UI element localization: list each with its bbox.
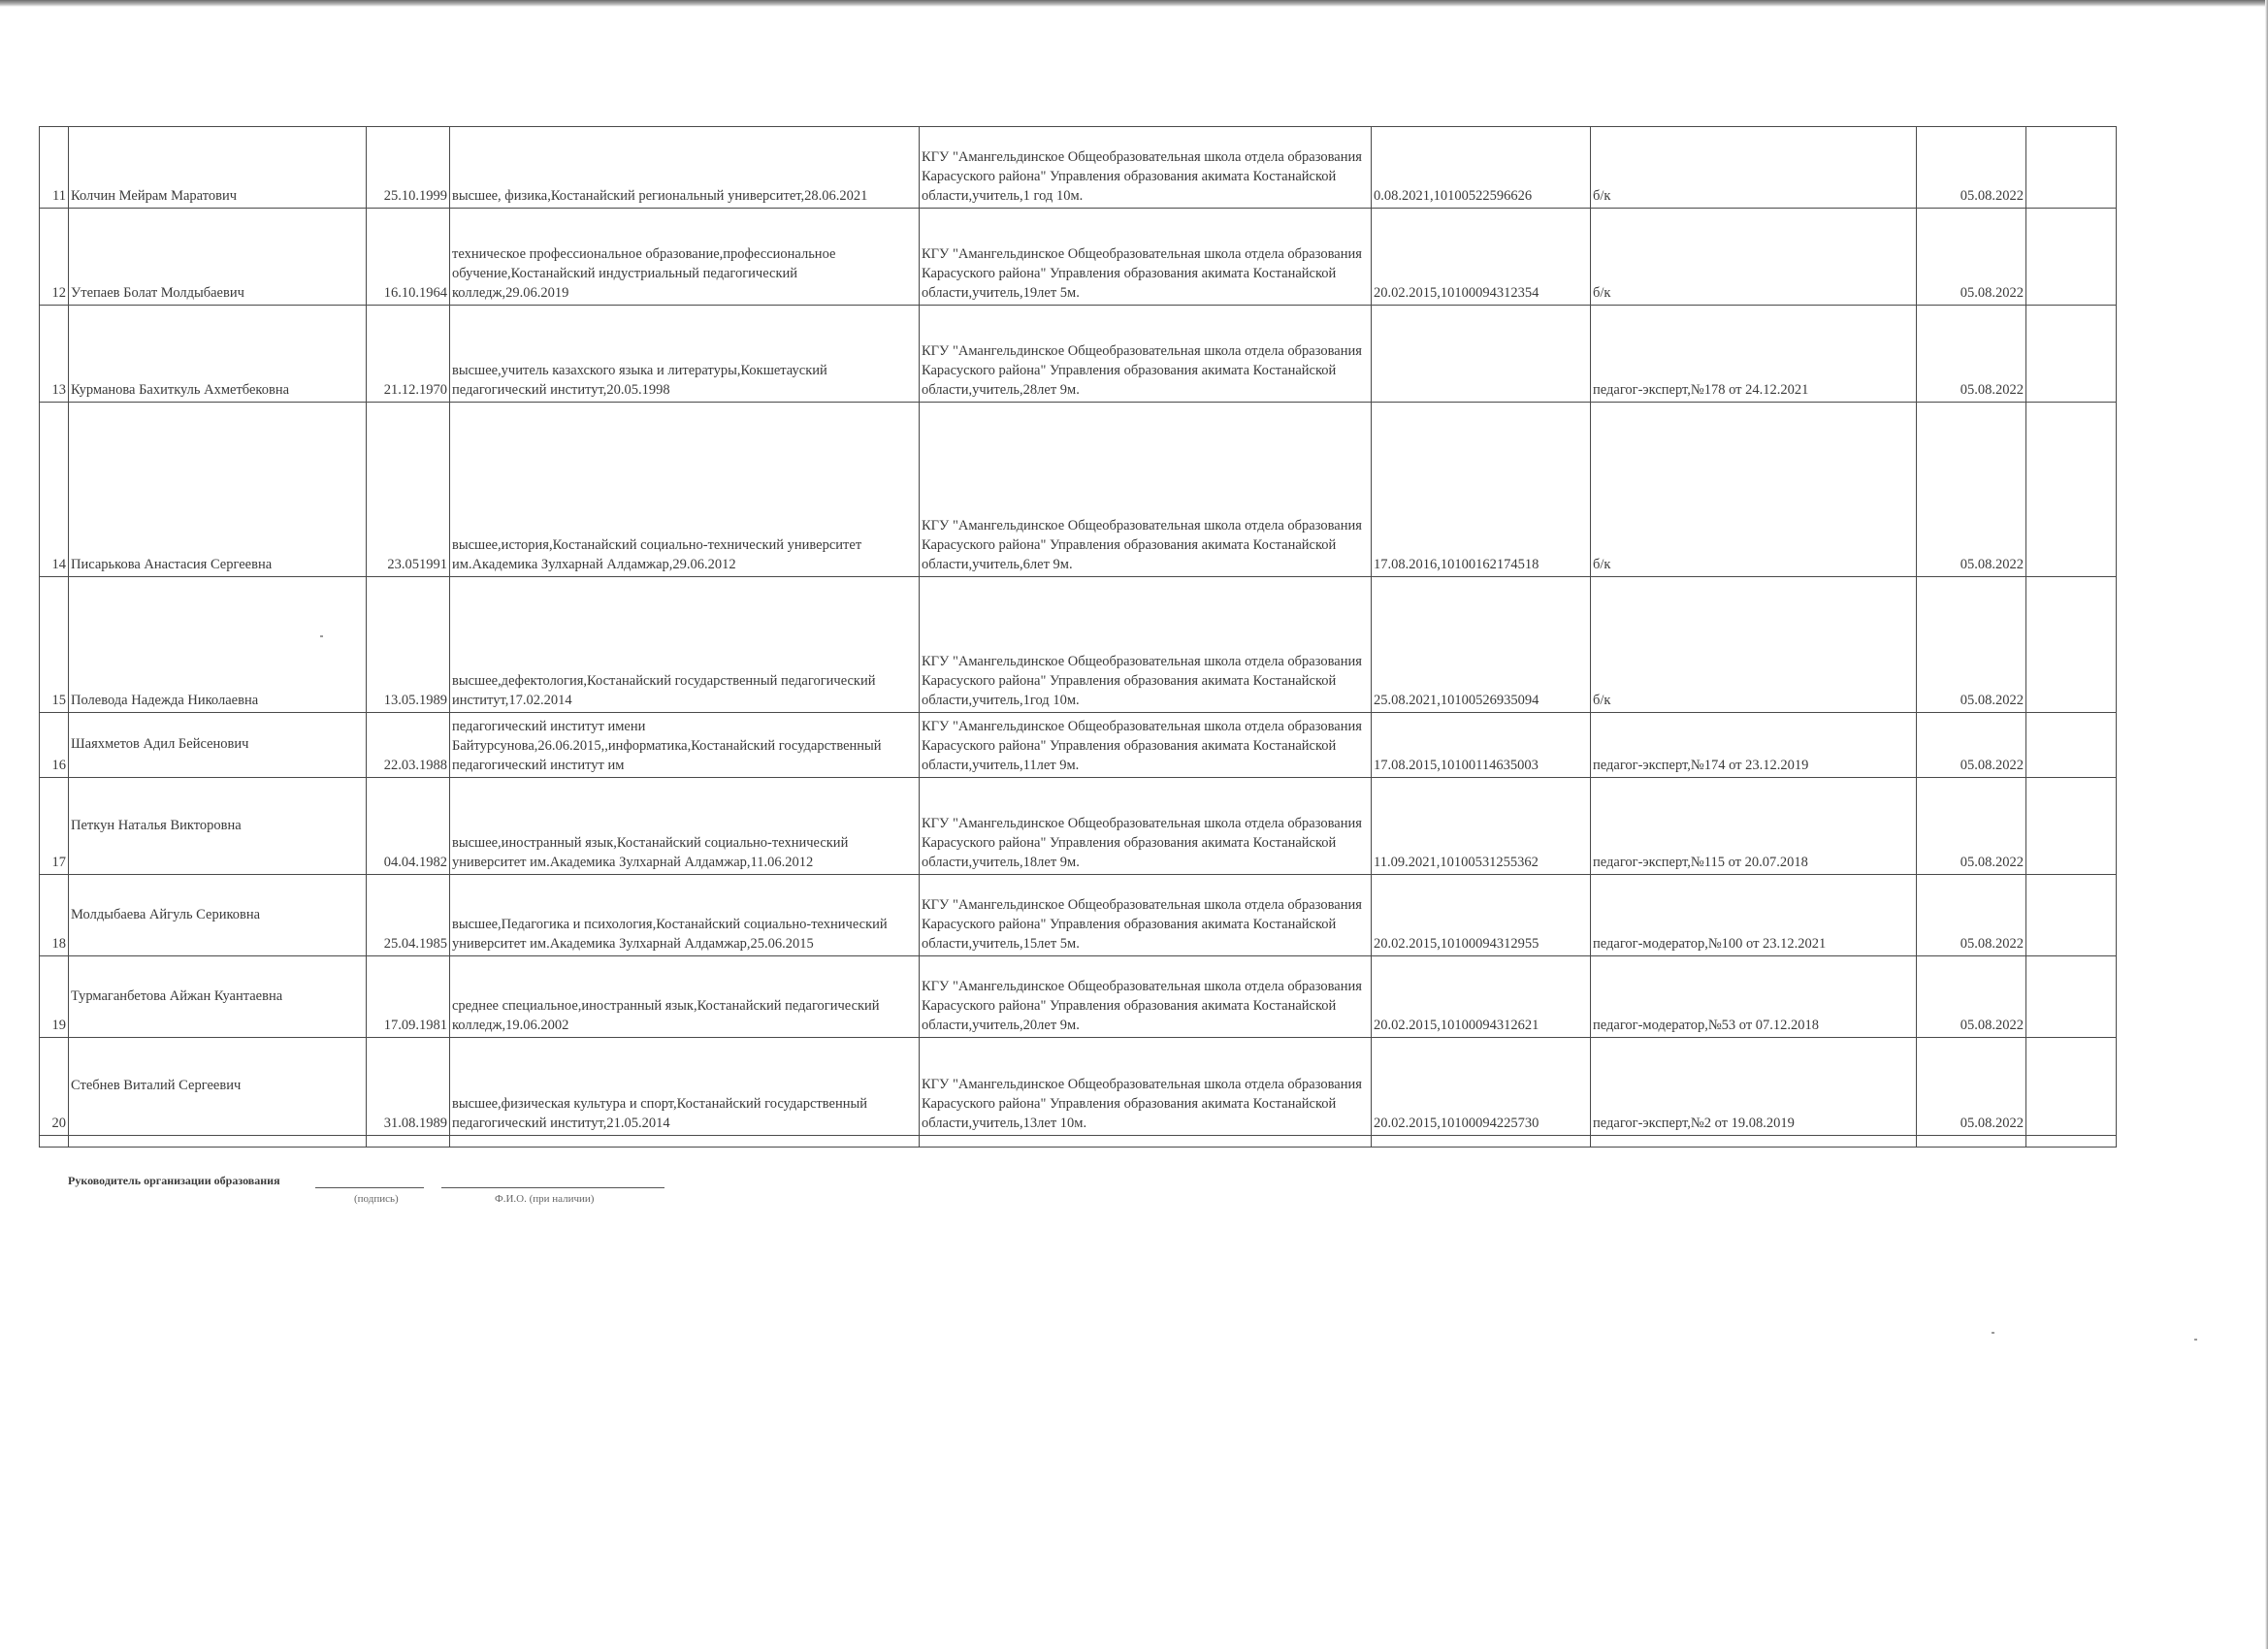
teacher-name-cell: Молдыбаева Айгуль Сериковна bbox=[69, 875, 367, 956]
education-cell: педагогический институт имени Байтурсунова,26.06.2015,,информатика,Костанайский государственный педагогический институт им bbox=[450, 713, 920, 778]
scan-speck bbox=[2194, 1339, 2197, 1341]
table-row bbox=[40, 1038, 2117, 1136]
education-cell: техническое профессиональное образование,профессиональное обучение,Костанайский индустриальный педагогический колледж,29.06.2019 bbox=[450, 209, 920, 306]
qualification-category-cell: педагог-эксперт,№178 от 24.12.2021 bbox=[1591, 306, 1917, 403]
table-row bbox=[40, 127, 2117, 209]
table-row bbox=[40, 403, 2117, 577]
empty-cell bbox=[69, 1136, 367, 1148]
teacher-name-cell: Стебнев Виталий Сергеевич bbox=[69, 1038, 367, 1136]
qualification-category-cell: б/к bbox=[1591, 403, 1917, 577]
hiring-order-cell: 17.08.2016,10100162174518 bbox=[1372, 403, 1591, 577]
certification-date-cell: 05.08.2022 bbox=[1917, 778, 2026, 875]
table-row bbox=[40, 306, 2117, 403]
notes-cell bbox=[2026, 956, 2117, 1038]
row-number-cell: 11 bbox=[40, 127, 69, 209]
certification-date-cell: 05.08.2022 bbox=[1917, 127, 2026, 209]
table-row bbox=[40, 875, 2117, 956]
teacher-name-cell: Утепаев Болат Молдыбаевич bbox=[69, 209, 367, 306]
workplace-position-cell: КГУ "Амангельдинское Общеобразовательная школа отдела образования Карасуского района" Управления образования акимата Костанайской области,учитель,19лет 5м. bbox=[920, 209, 1372, 306]
empty-cell bbox=[1917, 1136, 2026, 1148]
notes-cell bbox=[2026, 713, 2117, 778]
certification-date-cell: 05.08.2022 bbox=[1917, 875, 2026, 956]
hiring-order-cell: 11.09.2021,10100531255362 bbox=[1372, 778, 1591, 875]
teacher-name-cell: Колчин Мейрам Маратович bbox=[69, 127, 367, 209]
teacher-name-cell: Петкун Наталья Викторовна bbox=[69, 778, 367, 875]
name-line bbox=[441, 1187, 664, 1188]
certification-date-cell: 05.08.2022 bbox=[1917, 1038, 2026, 1136]
teacher-name-cell: Турмаганбетова Айжан Куантаевна bbox=[69, 956, 367, 1038]
teacher-name-cell: Писарькова Анастасия Сергеевна bbox=[69, 403, 367, 577]
workplace-position-cell: КГУ "Амангельдинское Общеобразовательная школа отдела образования Карасуского района" Управления образования акимата Костанайской области,учитель,28лет 9м. bbox=[920, 306, 1372, 403]
certification-date-cell: 05.08.2022 bbox=[1917, 209, 2026, 306]
table-row bbox=[40, 713, 2117, 778]
teacher-roster-table bbox=[39, 126, 2117, 1148]
signature-caption: (подпись) bbox=[354, 1193, 399, 1205]
notes-cell bbox=[2026, 403, 2117, 577]
row-number-cell: 20 bbox=[40, 1038, 69, 1136]
qualification-category-cell: б/к bbox=[1591, 127, 1917, 209]
notes-cell bbox=[2026, 577, 2117, 713]
certification-date-cell: 05.08.2022 bbox=[1917, 956, 2026, 1038]
birth-date-cell: 22.03.1988 bbox=[367, 713, 450, 778]
qualification-category-cell: педагог-модератор,№53 от 07.12.2018 bbox=[1591, 956, 1917, 1038]
certification-date-cell: 05.08.2022 bbox=[1917, 713, 2026, 778]
table-row bbox=[40, 577, 2117, 713]
hiring-order-cell: 20.02.2015,10100094312354 bbox=[1372, 209, 1591, 306]
empty-cell bbox=[450, 1136, 920, 1148]
teacher-name-cell: Полевода Надежда Николаевна bbox=[69, 577, 367, 713]
birth-date-cell: 04.04.1982 bbox=[367, 778, 450, 875]
birth-date-cell: 25.10.1999 bbox=[367, 127, 450, 209]
certification-date-cell: 05.08.2022 bbox=[1917, 306, 2026, 403]
education-cell: высшее,дефектология,Костанайский государственный педагогический институт,17.02.2014 bbox=[450, 577, 920, 713]
row-number-cell: 12 bbox=[40, 209, 69, 306]
notes-cell bbox=[2026, 875, 2117, 956]
hiring-order-cell: 20.02.2015,10100094312955 bbox=[1372, 875, 1591, 956]
teacher-name-cell: Шаяхметов Адил Бейсенович bbox=[69, 713, 367, 778]
scan-speck bbox=[1992, 1332, 1994, 1334]
workplace-position-cell: КГУ "Амангельдинское Общеобразовательная школа отдела образования Карасуского района" Управления образования акимата Костанайской области,учитель,1год 10м. bbox=[920, 577, 1372, 713]
hiring-order-cell: 17.08.2015,10100114635003 bbox=[1372, 713, 1591, 778]
hiring-order-cell: 20.02.2015,10100094312621 bbox=[1372, 956, 1591, 1038]
education-cell: высшее,Педагогика и психология,Костанайский социально-технический университет им.Академика Зулхарнай Алдамжар,25.06.2015 bbox=[450, 875, 920, 956]
empty-cell bbox=[40, 1136, 69, 1148]
qualification-category-cell: педагог-модератор,№100 от 23.12.2021 bbox=[1591, 875, 1917, 956]
qualification-category-cell: б/к bbox=[1591, 209, 1917, 306]
scan-top-shadow bbox=[0, 0, 2268, 7]
education-cell: среднее специальное,иностранный язык,Костанайский педагогический колледж,19.06.2002 bbox=[450, 956, 920, 1038]
signatory-title: Руководитель организации образования bbox=[68, 1174, 280, 1187]
table-row bbox=[40, 778, 2117, 875]
scan-speck bbox=[320, 635, 323, 637]
birth-date-cell: 16.10.1964 bbox=[367, 209, 450, 306]
birth-date-cell: 21.12.1970 bbox=[367, 306, 450, 403]
row-number-cell: 15 bbox=[40, 577, 69, 713]
table-row bbox=[40, 956, 2117, 1038]
name-caption: Ф.И.О. (при наличии) bbox=[495, 1193, 595, 1205]
education-cell: высшее,иностранный язык,Костанайский социально-технический университет им.Академика Зулхарнай Алдамжар,11.06.2012 bbox=[450, 778, 920, 875]
notes-cell bbox=[2026, 209, 2117, 306]
education-cell: высшее, физика,Костанайский региональный университет,28.06.2021 bbox=[450, 127, 920, 209]
empty-cell bbox=[920, 1136, 1372, 1148]
education-cell: высшее,история,Костанайский социально-технический университет им.Академика Зулхарнай Алдамжар,29.06.2012 bbox=[450, 403, 920, 577]
workplace-position-cell: КГУ "Амангельдинское Общеобразовательная школа отдела образования Карасуского района" Управления образования акимата Костанайской области,учитель,13лет 10м. bbox=[920, 1038, 1372, 1136]
qualification-category-cell: педагог-эксперт,№115 от 20.07.2018 bbox=[1591, 778, 1917, 875]
hiring-order-cell: 20.02.2015,10100094225730 bbox=[1372, 1038, 1591, 1136]
workplace-position-cell: КГУ "Амангельдинское Общеобразовательная школа отдела образования Карасуского района" Управления образования акимата Костанайской области,учитель,6лет 9м. bbox=[920, 403, 1372, 577]
notes-cell bbox=[2026, 127, 2117, 209]
workplace-position-cell: КГУ "Амангельдинское Общеобразовательная школа отдела образования Карасуского района" Управления образования акимата Костанайской области,учитель,1 год 10м. bbox=[920, 127, 1372, 209]
hiring-order-cell: 0.08.2021,10100522596626 bbox=[1372, 127, 1591, 209]
birth-date-cell: 25.04.1985 bbox=[367, 875, 450, 956]
hiring-order-cell: 25.08.2021,10100526935094 bbox=[1372, 577, 1591, 713]
row-number-cell: 16 bbox=[40, 713, 69, 778]
birth-date-cell: 13.05.1989 bbox=[367, 577, 450, 713]
blank-row bbox=[40, 1136, 2117, 1148]
qualification-category-cell: б/к bbox=[1591, 577, 1917, 713]
empty-cell bbox=[1591, 1136, 1917, 1148]
table-row bbox=[40, 209, 2117, 306]
birth-date-cell: 23.051991 bbox=[367, 403, 450, 577]
certification-date-cell: 05.08.2022 bbox=[1917, 403, 2026, 577]
empty-cell bbox=[367, 1136, 450, 1148]
empty-cell bbox=[2026, 1136, 2117, 1148]
qualification-category-cell: педагог-эксперт,№2 от 19.08.2019 bbox=[1591, 1038, 1917, 1136]
workplace-position-cell: КГУ "Амангельдинское Общеобразовательная школа отдела образования Карасуского района" Управления образования акимата Костанайской области,учитель,11лет 9м. bbox=[920, 713, 1372, 778]
row-number-cell: 17 bbox=[40, 778, 69, 875]
qualification-category-cell: педагог-эксперт,№174 от 23.12.2019 bbox=[1591, 713, 1917, 778]
row-number-cell: 14 bbox=[40, 403, 69, 577]
empty-cell bbox=[1372, 1136, 1591, 1148]
row-number-cell: 18 bbox=[40, 875, 69, 956]
birth-date-cell: 31.08.1989 bbox=[367, 1038, 450, 1136]
signature-block bbox=[68, 1174, 844, 1222]
teacher-name-cell: Курманова Бахиткуль Ахметбековна bbox=[69, 306, 367, 403]
workplace-position-cell: КГУ "Амангельдинское Общеобразовательная школа отдела образования Карасуского района" Управления образования акимата Костанайской области,учитель,18лет 9м. bbox=[920, 778, 1372, 875]
notes-cell bbox=[2026, 1038, 2117, 1136]
notes-cell bbox=[2026, 778, 2117, 875]
hiring-order-cell bbox=[1372, 306, 1591, 403]
row-number-cell: 19 bbox=[40, 956, 69, 1038]
certification-date-cell: 05.08.2022 bbox=[1917, 577, 2026, 713]
education-cell: высшее,учитель казахского языка и литературы,Кокшетауский педагогический институт,20.05.1998 bbox=[450, 306, 920, 403]
workplace-position-cell: КГУ "Амангельдинское Общеобразовательная школа отдела образования Карасуского района" Управления образования акимата Костанайской области,учитель,20лет 9м. bbox=[920, 956, 1372, 1038]
workplace-position-cell: КГУ "Амангельдинское Общеобразовательная школа отдела образования Карасуского района" Управления образования акимата Костанайской области,учитель,15лет 5м. bbox=[920, 875, 1372, 956]
row-number-cell: 13 bbox=[40, 306, 69, 403]
education-cell: высшее,физическая культура и спорт,Костанайский государственный педагогический институт,21.05.2014 bbox=[450, 1038, 920, 1136]
notes-cell bbox=[2026, 306, 2117, 403]
signature-line bbox=[315, 1187, 424, 1188]
birth-date-cell: 17.09.1981 bbox=[367, 956, 450, 1038]
